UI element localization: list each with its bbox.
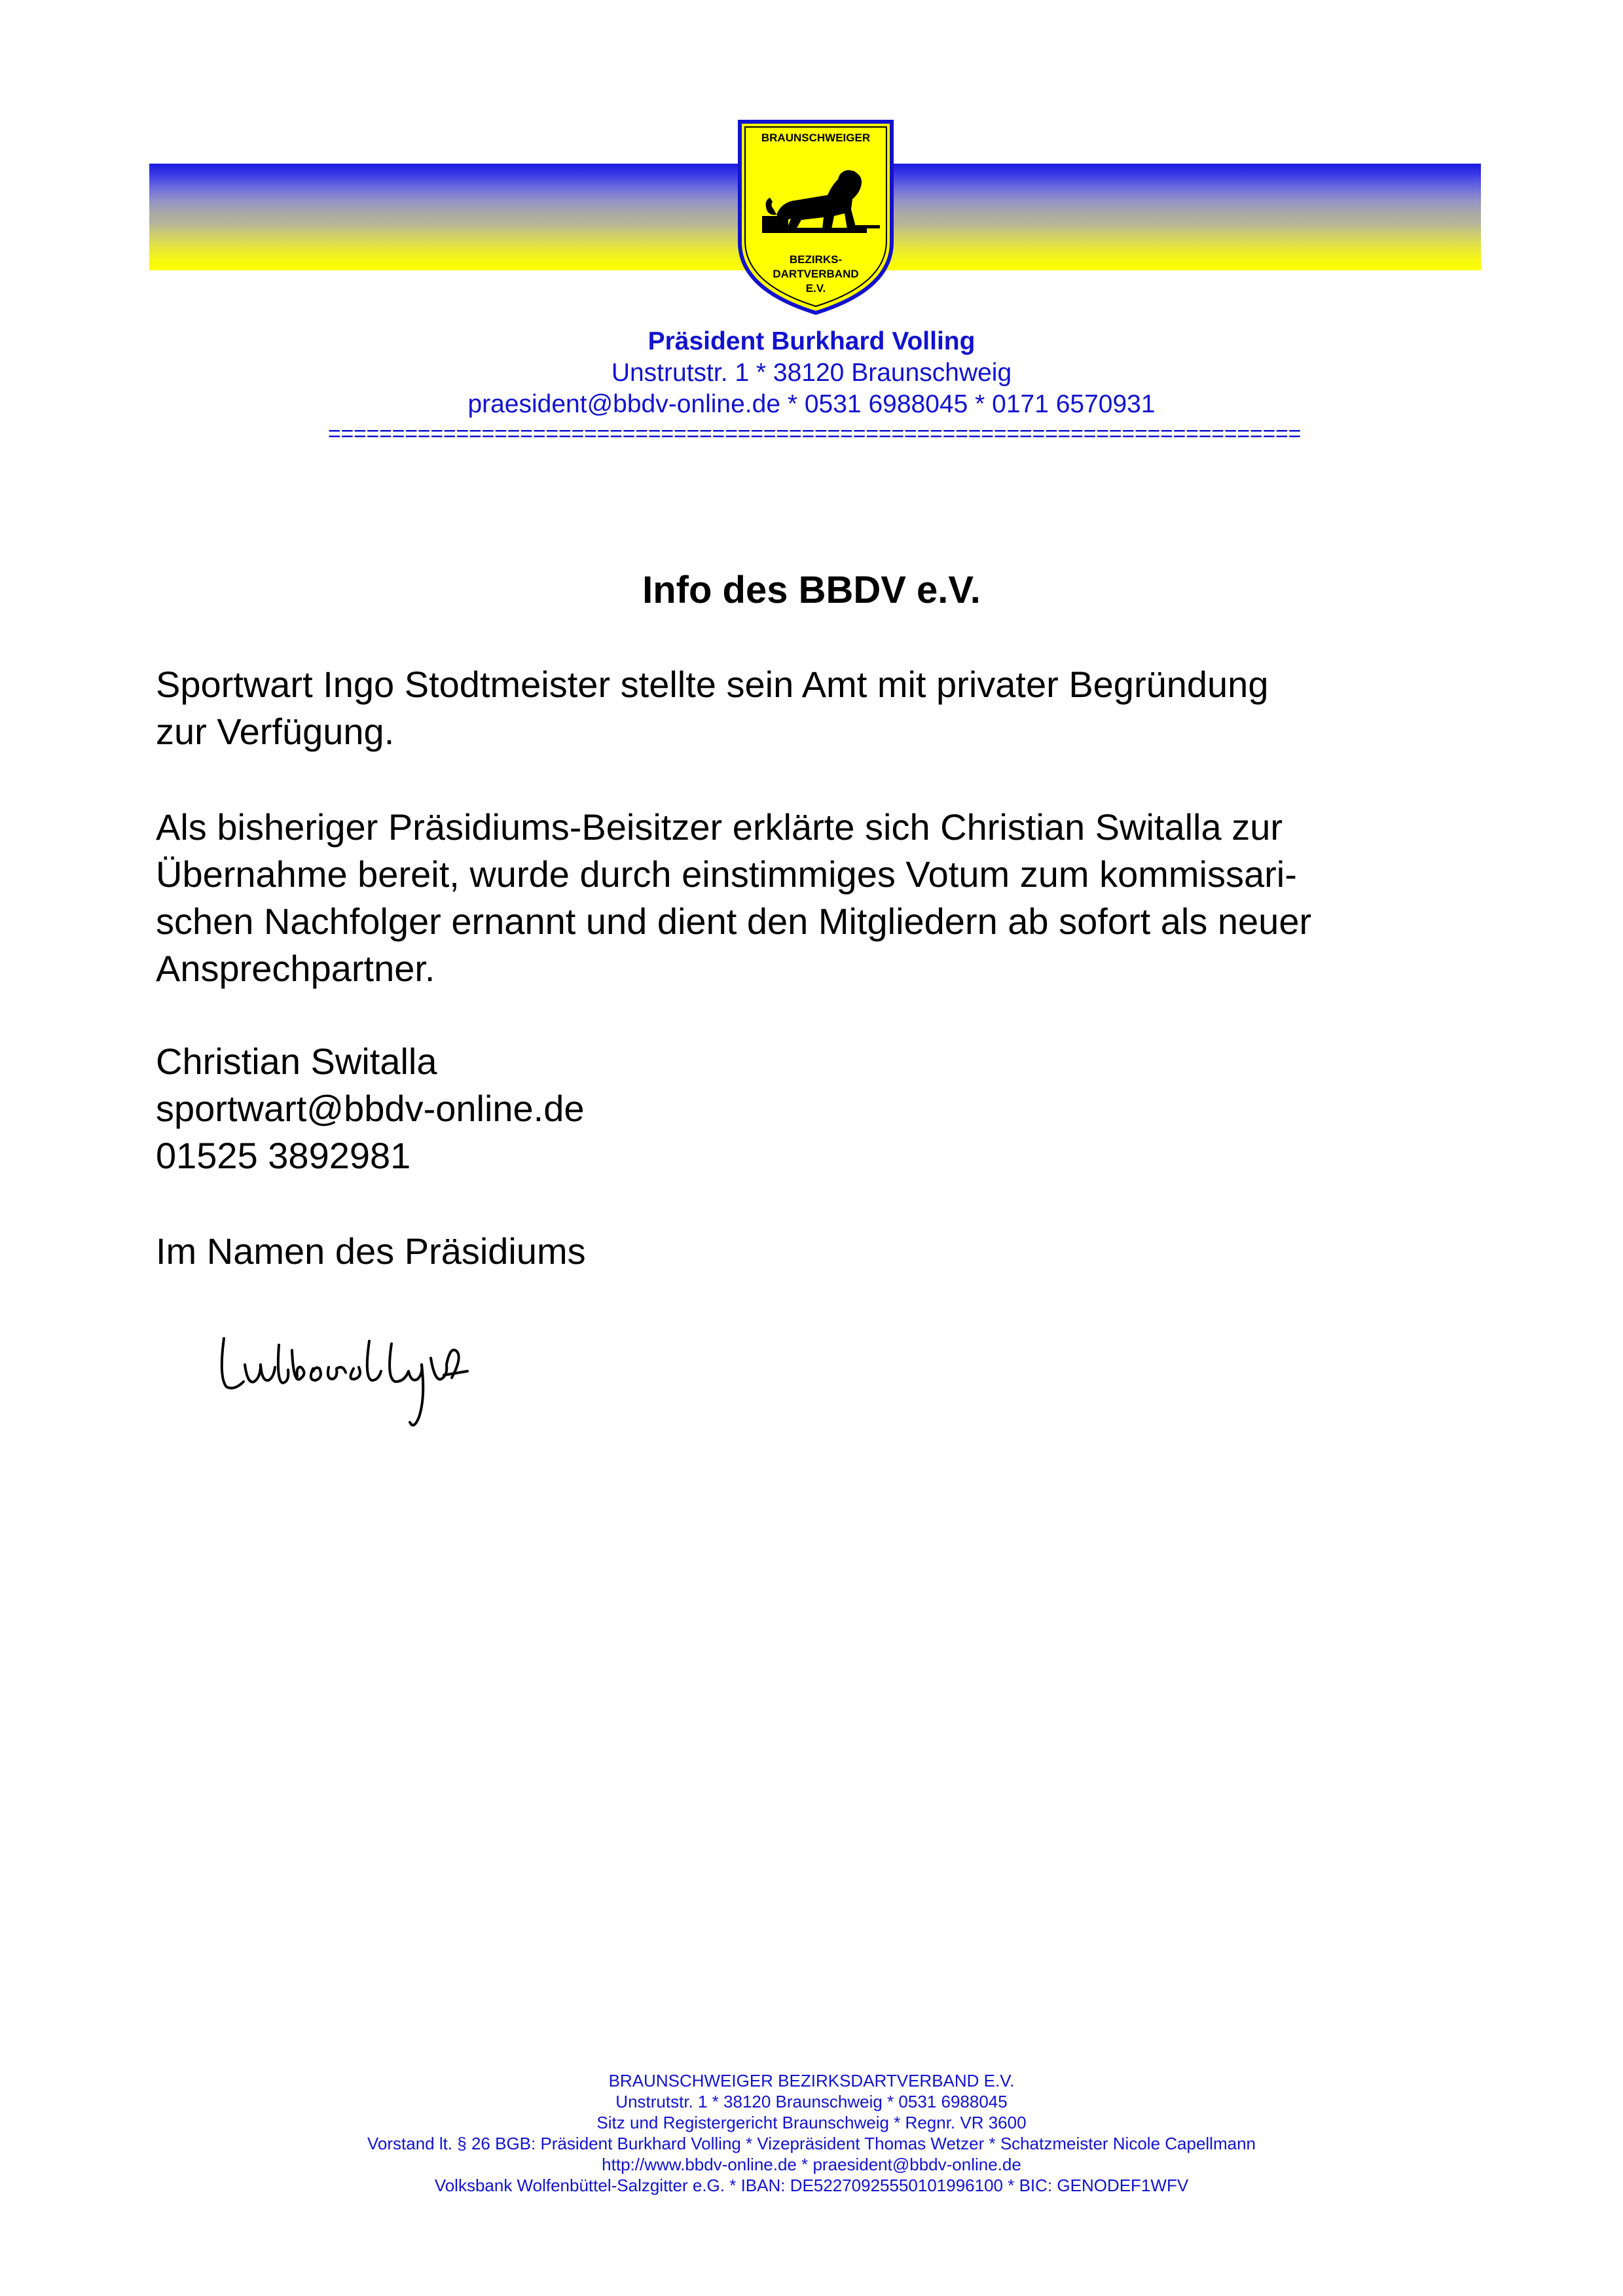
contact-email: sportwart@bbdv-online.de [156, 1088, 585, 1129]
header-contact: praesident@bbdv-online.de * 0531 6988045 * 0171 6570931 [467, 390, 1156, 418]
paragraph-successor [156, 804, 1472, 992]
header-rule: ============================================================================ [327, 423, 1302, 445]
footer-web-email: http://www.bbdv-online.de * praesident@bbdv-online.de [602, 2155, 1021, 2174]
contact-phone: 01525 3892981 [156, 1135, 411, 1176]
logo-bottom-line1: BEZIRKS- [789, 253, 843, 266]
footer-board: Vorstand lt. § 26 BGB: Präsident Burkhard Volling * Vizepräsident Thomas Wetzer * Schatzmeister Nicole Capellmann [367, 2134, 1256, 2153]
footer [0, 2070, 1623, 2196]
contact-block [156, 1038, 1472, 1179]
header-address: Unstrutstr. 1 * 38120 Braunschweig [611, 359, 1012, 387]
footer-org-name: BRAUNSCHWEIGER BEZIRKSDARTVERBAND E.V. [608, 2071, 1015, 2090]
text-line: zur Verfügung. [156, 711, 395, 752]
text-line: Ansprechpartner. [156, 948, 435, 989]
footer-bank: Volksbank Wolfenbüttel-Salzgitter e.G. * IBAN: DE52270925550101996100 * BIC: GENODEF1WFV [434, 2176, 1189, 2195]
closing-text: Im Namen des Präsidiums [156, 1230, 586, 1272]
text-line: Als bisheriger Präsidiums-Beisitzer erklärte sich Christian Switalla zur [156, 806, 1283, 848]
closing-line [156, 1228, 1472, 1275]
logo-top-text: BRAUNSCHWEIGER [761, 132, 871, 144]
header-president-title: Präsident Burkhard Volling [647, 327, 976, 355]
paragraph-resignation [156, 661, 1472, 755]
contact-name: Christian Switalla [156, 1041, 437, 1082]
logo-bottom-line2: DARTVERBAND [773, 268, 859, 280]
footer-registry: Sitz und Registergericht Braunschweig * Regnr. VR 3600 [596, 2113, 1027, 2132]
bbdv-logo [736, 118, 896, 316]
footer-address: Unstrutstr. 1 * 38120 Braunschweig * 0531 6988045 [615, 2092, 1008, 2111]
text-line: Sportwart Ingo Stodtmeister stellte sein Amt mit privater Begründung [156, 664, 1269, 705]
handwritten-signature [215, 1319, 503, 1437]
text-line: schen Nachfolger ernannt und dient den Mitgliedern ab sofort als neuer [156, 901, 1312, 942]
document-title: Info des BBDV e.V. [642, 569, 981, 611]
text-line: Übernahme bereit, wurde durch einstimmiges Votum zum kommissari- [156, 853, 1297, 895]
logo-bottom-line3: E.V. [805, 282, 826, 295]
